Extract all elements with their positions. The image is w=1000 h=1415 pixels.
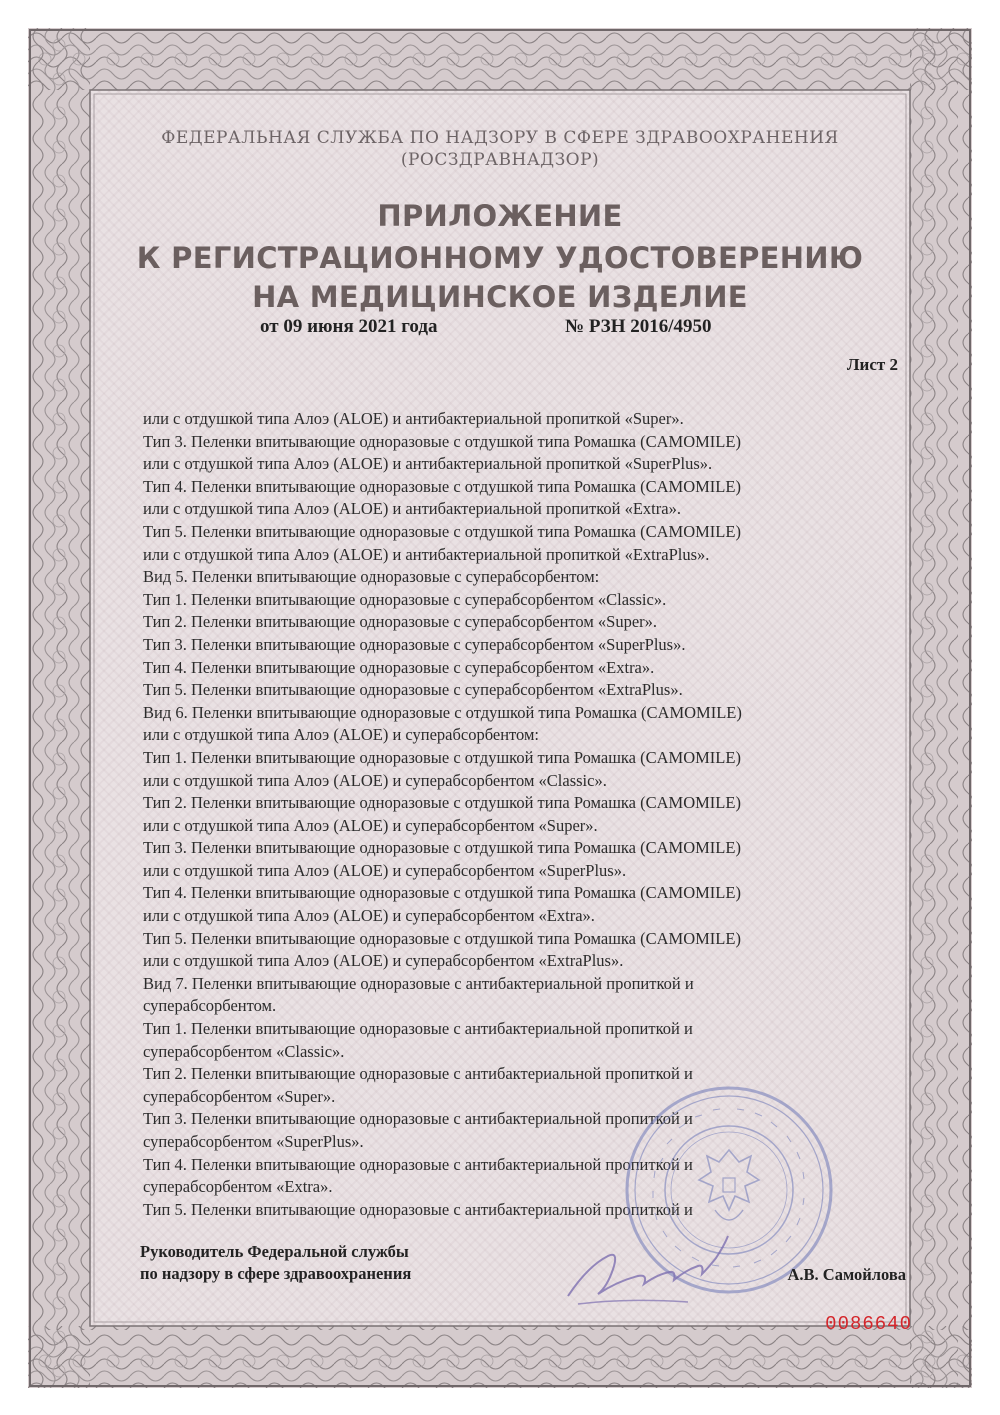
certificate-sheet [28, 28, 972, 1388]
text-line: Тип 2. Пеленки впитывающие одноразовые с антибактериальной пропиткой и [143, 1064, 693, 1084]
text-line: или с отдушкой типа Алоэ (ALOE) и суперабсорбентом «ExtraPlus». [143, 951, 624, 971]
text-line: Тип 1. Пеленки впитывающие одноразовые с суперабсорбентом «Classic». [143, 589, 667, 609]
text-line: суперабсорбентом «SuperPlus». [143, 1132, 364, 1151]
document-title-line3: НА МЕДИЦИНСКОЕ ИЗДЕЛИЕ [252, 280, 748, 314]
text-line: Тип 3. Пеленки впитывающие одноразовые с отдушкой типа Ромашка (CAMOMILE) [143, 838, 741, 858]
text-line: Тип 1. Пеленки впитывающие одноразовые с антибактериальной пропиткой и [143, 1019, 693, 1039]
signer-name: А.В. Самойлова [787, 1265, 906, 1284]
text-line: Вид 6. Пеленки впитывающие одноразовые с отдушкой типа Ромашка (CAMOMILE) [143, 702, 742, 722]
document-title-line1: ПРИЛОЖЕНИЕ [377, 199, 623, 233]
sheet-number: Лист 2 [846, 355, 898, 374]
text-line: Тип 2. Пеленки впитывающие одноразовые с суперабсорбентом «Super». [143, 612, 658, 632]
text-line: Тип 1. Пеленки впитывающие одноразовые с отдушкой типа Ромашка (CAMOMILE) [143, 747, 741, 767]
agency-abbreviation: (РОСЗДРАВНАДЗОР) [400, 150, 600, 170]
text-line: Тип 4. Пеленки впитывающие одноразовые с отдушкой типа Ромашка (CAMOMILE) [143, 476, 741, 496]
text-line: или с отдушкой типа Алоэ (ALOE) и суперабсорбентом «Super». [143, 815, 598, 835]
text-line: или с отдушкой типа Алоэ (ALOE) и суперабсорбентом «SuperPlus». [143, 860, 627, 880]
text-line: Тип 3. Пеленки впитывающие одноразовые с отдушкой типа Ромашка (CAMOMILE) [143, 431, 741, 451]
document-title-line2: К РЕГИСТРАЦИОННОМУ УДОСТОВЕРЕНИЮ [136, 241, 864, 275]
text-line: или с отдушкой типа Алоэ (ALOE) и суперабсорбентом «Classic». [143, 770, 607, 790]
text-line: суперабсорбентом «Super». [143, 1086, 336, 1106]
text-line: или с отдушкой типа Алоэ (ALOE) и антибактериальной пропиткой «Extra». [143, 499, 681, 519]
registration-number: № РЗН 2016/4950 [565, 316, 712, 337]
text-line: Тип 4. Пеленки впитывающие одноразовые с отдушкой типа Ромашка (CAMOMILE) [143, 883, 741, 903]
text-line: или с отдушкой типа Алоэ (ALOE) и антибактериальной пропиткой «Super». [143, 409, 684, 428]
registration-date: от 09 июня 2021 года [260, 316, 438, 337]
text-line: или с отдушкой типа Алоэ (ALOE) и суперабсорбентом «Extra». [143, 906, 595, 926]
text-line: Тип 4. Пеленки впитывающие одноразовые с антибактериальной пропиткой и [143, 1154, 693, 1174]
signer-position-line2: по надзору в сфере здравоохранения [140, 1264, 412, 1283]
handwritten-signature [558, 1226, 738, 1311]
text-line: или с отдушкой типа Алоэ (ALOE) и антибактериальной пропиткой «ExtraPlus». [143, 544, 710, 564]
text-line: Тип 5. Пеленки впитывающие одноразовые с отдушкой типа Ромашка (CAMOMILE) [143, 521, 741, 541]
text-line: или с отдушкой типа Алоэ (ALOE) и суперабсорбентом: [143, 725, 539, 745]
text-line: Тип 4. Пеленки впитывающие одноразовые с суперабсорбентом «Extra». [143, 657, 655, 677]
text-line: Тип 3. Пеленки впитывающие одноразовые с антибактериальной пропиткой и [143, 1109, 693, 1129]
text-line: Тип 3. Пеленки впитывающие одноразовые с суперабсорбентом «SuperPlus». [143, 634, 686, 654]
text-line: или с отдушкой типа Алоэ (ALOE) и антибактериальной пропиткой «SuperPlus». [143, 454, 713, 474]
signer-position-line1: Руководитель Федеральной службы [140, 1242, 409, 1261]
text-line: суперабсорбентом. [143, 996, 277, 1016]
text-line: Вид 7. Пеленки впитывающие одноразовые с антибактериальной пропиткой и [143, 973, 694, 993]
text-line: Тип 5. Пеленки впитывающие одноразовые с отдушкой типа Ромашка (CAMOMILE) [143, 928, 741, 948]
agency-name: ФЕДЕРАЛЬНАЯ СЛУЖБА ПО НАДЗОРУ В СФЕРЕ ЗДРАВООХРАНЕНИЯ [161, 128, 839, 148]
serial-number: 0086640 [825, 1313, 912, 1335]
text-line: Вид 5. Пеленки впитывающие одноразовые с суперабсорбентом: [143, 567, 600, 587]
text-line: Тип 2. Пеленки впитывающие одноразовые с отдушкой типа Ромашка (CAMOMILE) [143, 793, 741, 813]
text-line: суперабсорбентом «Classic». [143, 1041, 345, 1061]
text-line: Тип 5. Пеленки впитывающие одноразовые с суперабсорбентом «ExtraPlus». [143, 680, 683, 700]
text-line: Тип 5. Пеленки впитывающие одноразовые с антибактериальной пропиткой и [143, 1199, 693, 1219]
text-line: суперабсорбентом «Extra». [143, 1177, 333, 1197]
